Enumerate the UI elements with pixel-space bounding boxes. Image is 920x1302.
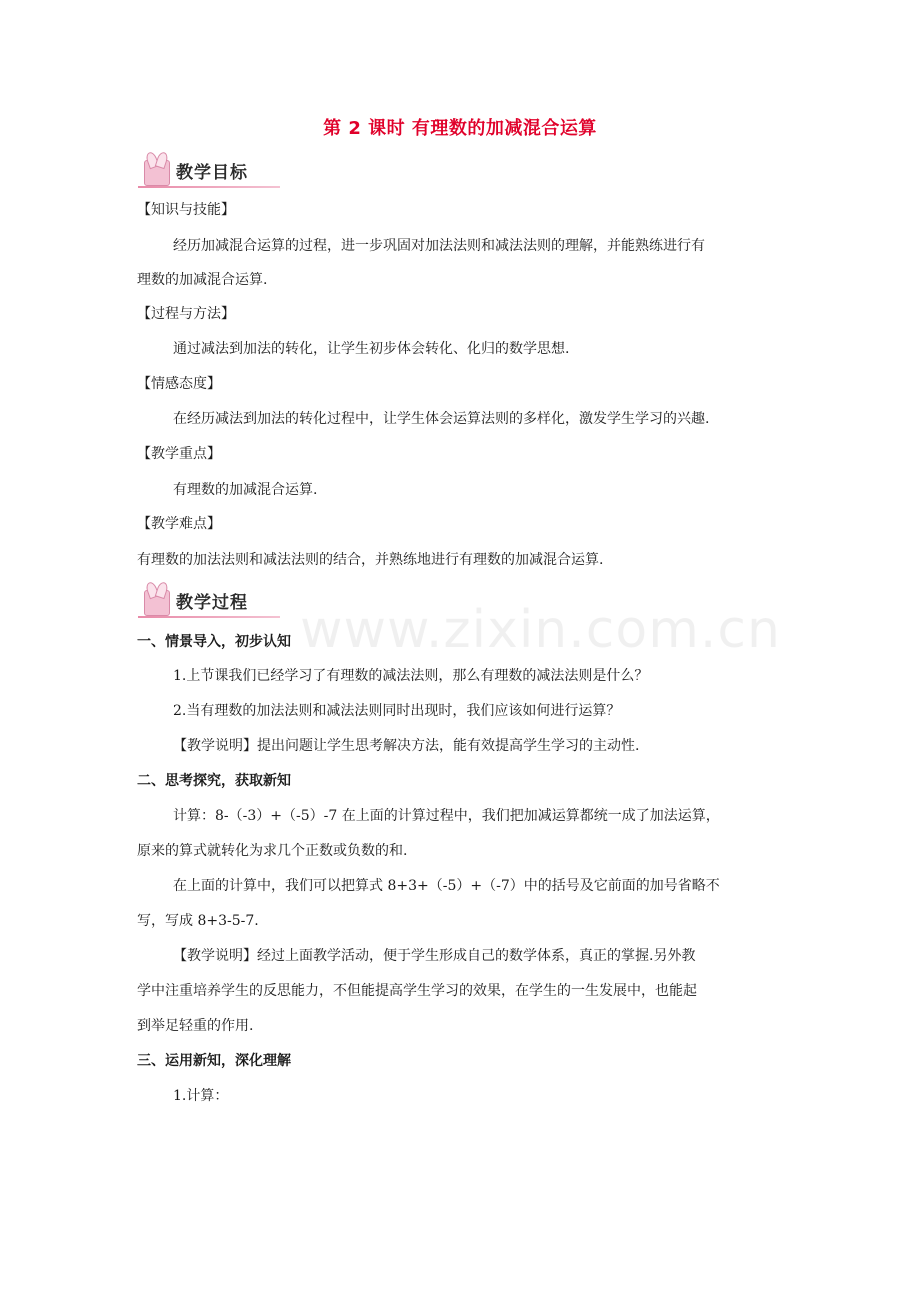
key-points-heading: 【教学重点】: [137, 446, 221, 462]
attitude-text: 在经历减法到加法的转化过程中，让学生体会运算法则的多样化，激发学生学习的兴趣.: [173, 411, 710, 427]
watermark: www.zixin.com.cn: [300, 600, 781, 660]
teaching-goals-label: 教学目标: [176, 163, 248, 183]
badge-underline: [138, 186, 280, 188]
section-1-question-2: 2.当有理数的加法法则和减法法则同时出现时，我们应该如何进行运算？: [173, 703, 621, 719]
knowledge-text-1: 经历加减混合运算的过程，进一步巩固对加法法则和减法法则的理解，并能熟练进行有: [173, 238, 705, 254]
method-text: 通过减法到加法的转化，让学生初步体会转化、化归的数学思想.: [173, 341, 570, 357]
difficulty-heading: 【教学难点】: [137, 516, 221, 532]
section-1-question-1: 1.上节课我们已经学习了有理数的减法法则，那么有理数的减法法则是什么？: [173, 668, 649, 684]
section-2-para-1-line-1: 计算：8-（-3）+（-5）-7 在上面的计算过程中，我们把加减运算都统一成了加法运算，: [173, 808, 720, 824]
page-title: 第 2 课时 有理数的加减混合运算: [323, 118, 597, 139]
teaching-process-label: 教学过程: [176, 593, 248, 613]
section-3-item-1: 1.计算：: [173, 1088, 229, 1104]
difficulty-text: 有理数的加法法则和减法法则的结合，并熟练地进行有理数的加减混合运算.: [137, 552, 604, 568]
badge-underline: [138, 616, 280, 618]
section-2-para-2-line-1: 在上面的计算中，我们可以把算式 8+3+（-5）+（-7）中的括号及它前面的加号省略不: [173, 878, 720, 894]
section-1-note: 【教学说明】提出问题让学生思考解决方法，能有效提高学生学习的主动性.: [173, 738, 640, 754]
section-2-note-line-2: 学中注重培养学生的反思能力，不但能提高学生学习的效果，在学生的一生发展中，也能起: [137, 983, 697, 999]
flower-pot-icon: [144, 590, 170, 616]
section-2-note-line-1: 【教学说明】经过上面教学活动，便于学生形成自己的数学体系，真正的掌握.另外教: [173, 948, 696, 964]
section-3-heading: 三、运用新知，深化理解: [137, 1053, 291, 1069]
knowledge-heading: 【知识与技能】: [137, 202, 235, 218]
section-2-para-2-line-2: 写，写成 8+3-5-7.: [137, 913, 259, 929]
teaching-process-badge: [136, 584, 286, 620]
flower-pot-icon: [144, 160, 170, 186]
section-2-heading: 二、思考探究，获取新知: [137, 773, 291, 789]
knowledge-text-2: 理数的加减混合运算.: [137, 272, 268, 288]
attitude-heading: 【情感态度】: [137, 376, 221, 392]
section-1-heading: 一、情景导入，初步认知: [137, 634, 291, 650]
key-points-text: 有理数的加减混合运算.: [173, 482, 318, 498]
section-2-note-line-3: 到举足轻重的作用.: [137, 1018, 254, 1034]
method-heading: 【过程与方法】: [137, 306, 235, 322]
section-2-para-1-line-2: 原来的算式就转化为求几个正数或负数的和.: [137, 843, 408, 859]
teaching-goals-badge: [136, 154, 286, 190]
